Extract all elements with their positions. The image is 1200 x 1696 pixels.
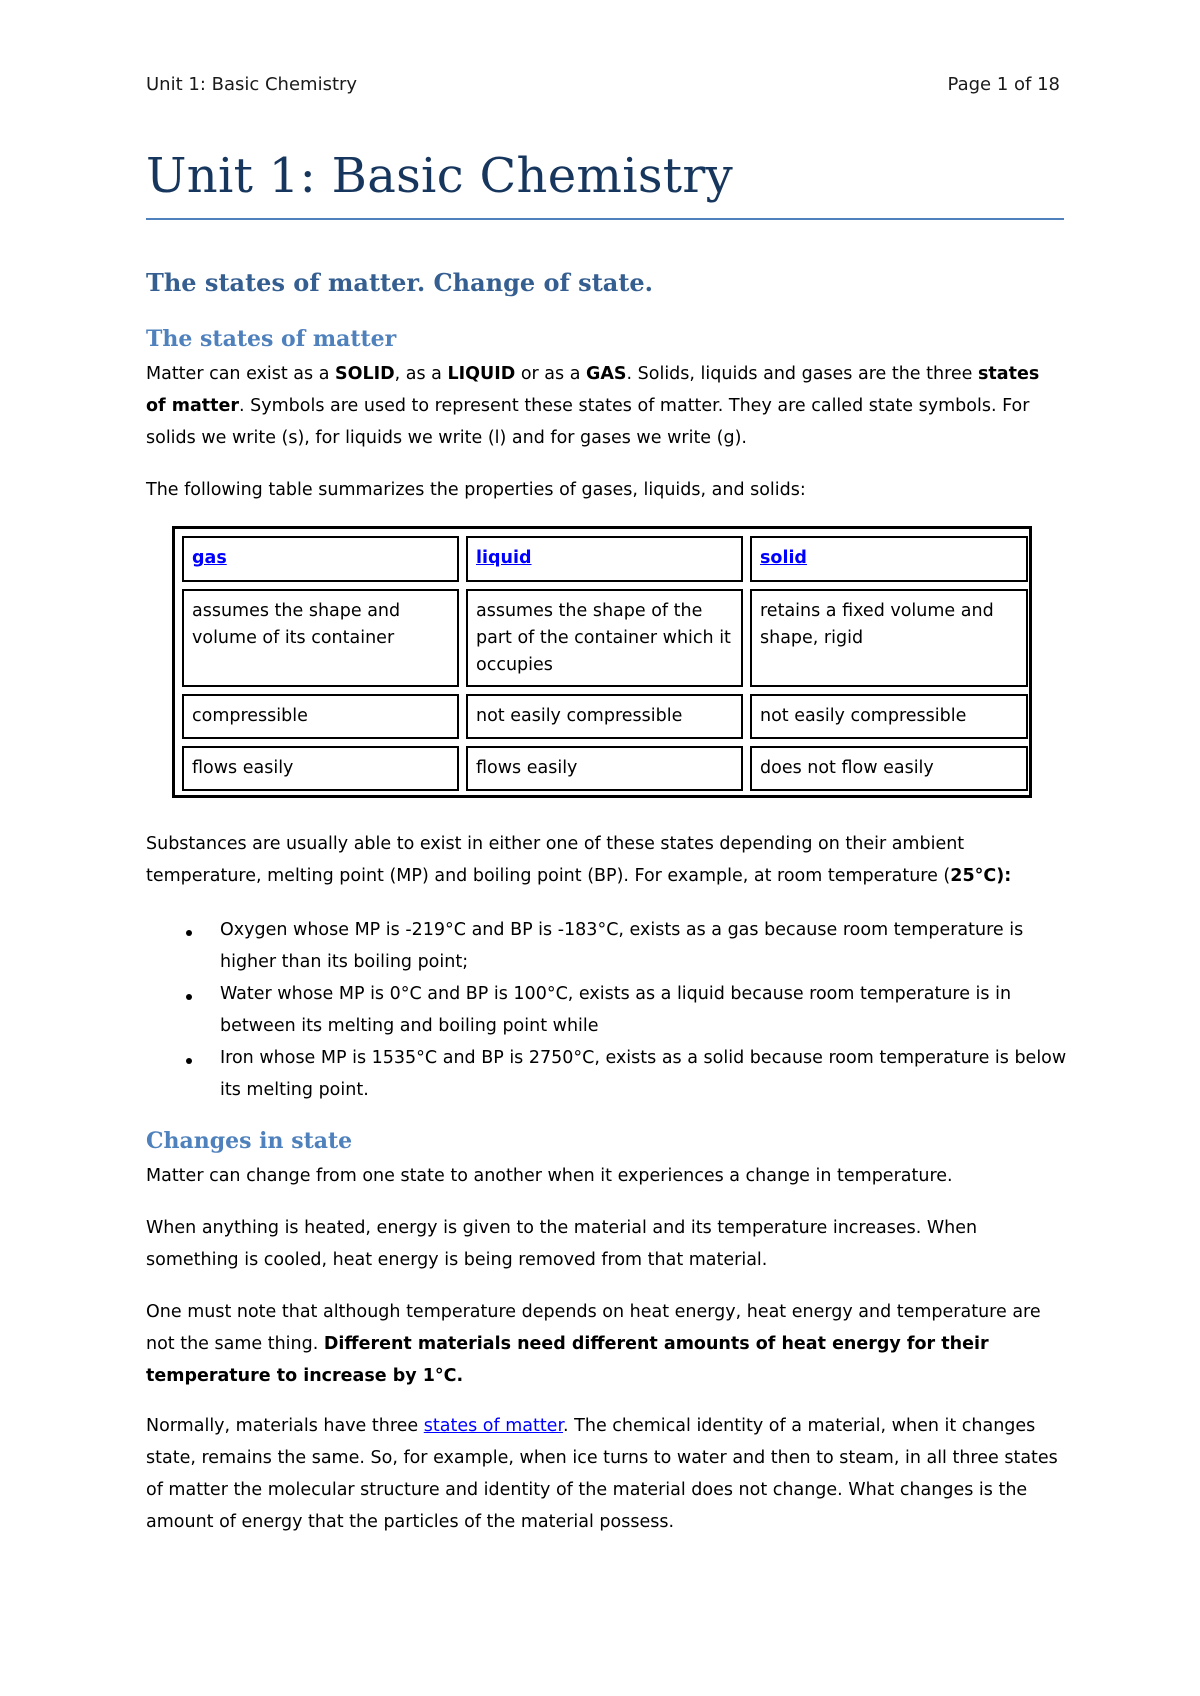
heat-energy-emphasis: Different materials need different amounts of heat energy for their temperature to increase by 1°C. bbox=[146, 1334, 989, 1386]
list-item: Water whose MP is 0°C and BP is 100°C, exists as a liquid because room temperature is in between its melting and boiling point while bbox=[220, 984, 1012, 1036]
changes-paragraph-3: One must note that although temperature depends on heat energy, heat energy and temperature are not the same thing. Different materials need different amounts of heat energy for their temperature to increase by 1°C. bbox=[146, 1302, 1041, 1386]
bullet-icon bbox=[186, 1058, 192, 1064]
running-header-title: Unit 1: Basic Chemistry bbox=[146, 74, 358, 95]
section-heading: The states of matter. Change of state. bbox=[146, 268, 654, 297]
table-cell: not easily compressible bbox=[466, 694, 743, 739]
ambient-temperature-paragraph: Substances are usually able to exist in either one of these states depending on their ambient temperature, melting point (MP) and boiling point (BP). For example, at room temperature (25°C): bbox=[146, 834, 1012, 886]
table-intro-paragraph: The following table summarizes the properties of gases, liquids, and solids: bbox=[146, 480, 806, 500]
bullet-icon bbox=[186, 994, 192, 1000]
changes-paragraph-1: Matter can change from one state to another when it experiences a change in temperature. bbox=[146, 1166, 953, 1186]
gas-link[interactable]: gas bbox=[192, 548, 227, 568]
table-cell: assumes the shape and volume of its container bbox=[182, 589, 459, 687]
list-item: Oxygen whose MP is -219°C and BP is -183°C, exists as a gas because room temperature is higher than its boiling point; bbox=[220, 920, 1024, 972]
gas-term: GAS bbox=[586, 364, 627, 384]
changes-paragraph-4: Normally, materials have three states of matter. The chemical identity of a material, when it changes state, remains the same. So, for example, when ice turns to water and then to steam, in all three states of matter the molecular structure and identity of the material does not change. What changes is the amount of energy that the particles of the material possess. bbox=[146, 1416, 1058, 1532]
changes-paragraph-2: When anything is heated, energy is given to the material and its temperature increases. When something is cooled, heat energy is being removed from that material. bbox=[146, 1218, 978, 1270]
properties-table bbox=[172, 526, 1032, 798]
page-number: Page 1 of 18 bbox=[947, 74, 1060, 95]
states-intro-paragraph: Matter can exist as a SOLID, as a LIQUID or as a GAS. Solids, liquids and gases are the three states of matter. Symbols are used to represent these states of matter. They are called state symbols. For solids we write (s), for liquids we write (l) and for gases we write (g). bbox=[146, 364, 1040, 448]
solid-link[interactable]: solid bbox=[760, 548, 807, 568]
states-of-matter-heading: The states of matter bbox=[146, 326, 397, 352]
list-item: Iron whose MP is 1535°C and BP is 2750°C, exists as a solid because room temperature is below its melting point. bbox=[220, 1048, 1067, 1100]
document-title: Unit 1: Basic Chemistry bbox=[146, 148, 1064, 220]
table-cell: flows easily bbox=[182, 746, 459, 791]
table-cell: compressible bbox=[182, 694, 459, 739]
table-cell: does not flow easily bbox=[750, 746, 1028, 791]
table-cell: retains a fixed volume and shape, rigid bbox=[750, 589, 1028, 687]
liquid-link[interactable]: liquid bbox=[476, 548, 532, 568]
table-header-cell bbox=[750, 536, 1028, 582]
bullet-icon bbox=[186, 930, 192, 936]
table-cell: flows easily bbox=[466, 746, 743, 791]
solid-term: SOLID bbox=[334, 364, 395, 384]
table-cell: not easily compressible bbox=[750, 694, 1028, 739]
states-of-matter-link[interactable]: states of matter bbox=[423, 1416, 564, 1436]
changes-in-state-heading: Changes in state bbox=[146, 1128, 353, 1154]
table-header-cell bbox=[182, 536, 459, 582]
states-of-matter-term: states of matter bbox=[146, 364, 1040, 416]
table-cell: assumes the shape of the part of the container which it occupies bbox=[466, 589, 743, 687]
table-header-cell bbox=[466, 536, 743, 582]
room-temperature-value: 25°C bbox=[950, 866, 997, 886]
liquid-term: LIQUID bbox=[447, 364, 516, 384]
